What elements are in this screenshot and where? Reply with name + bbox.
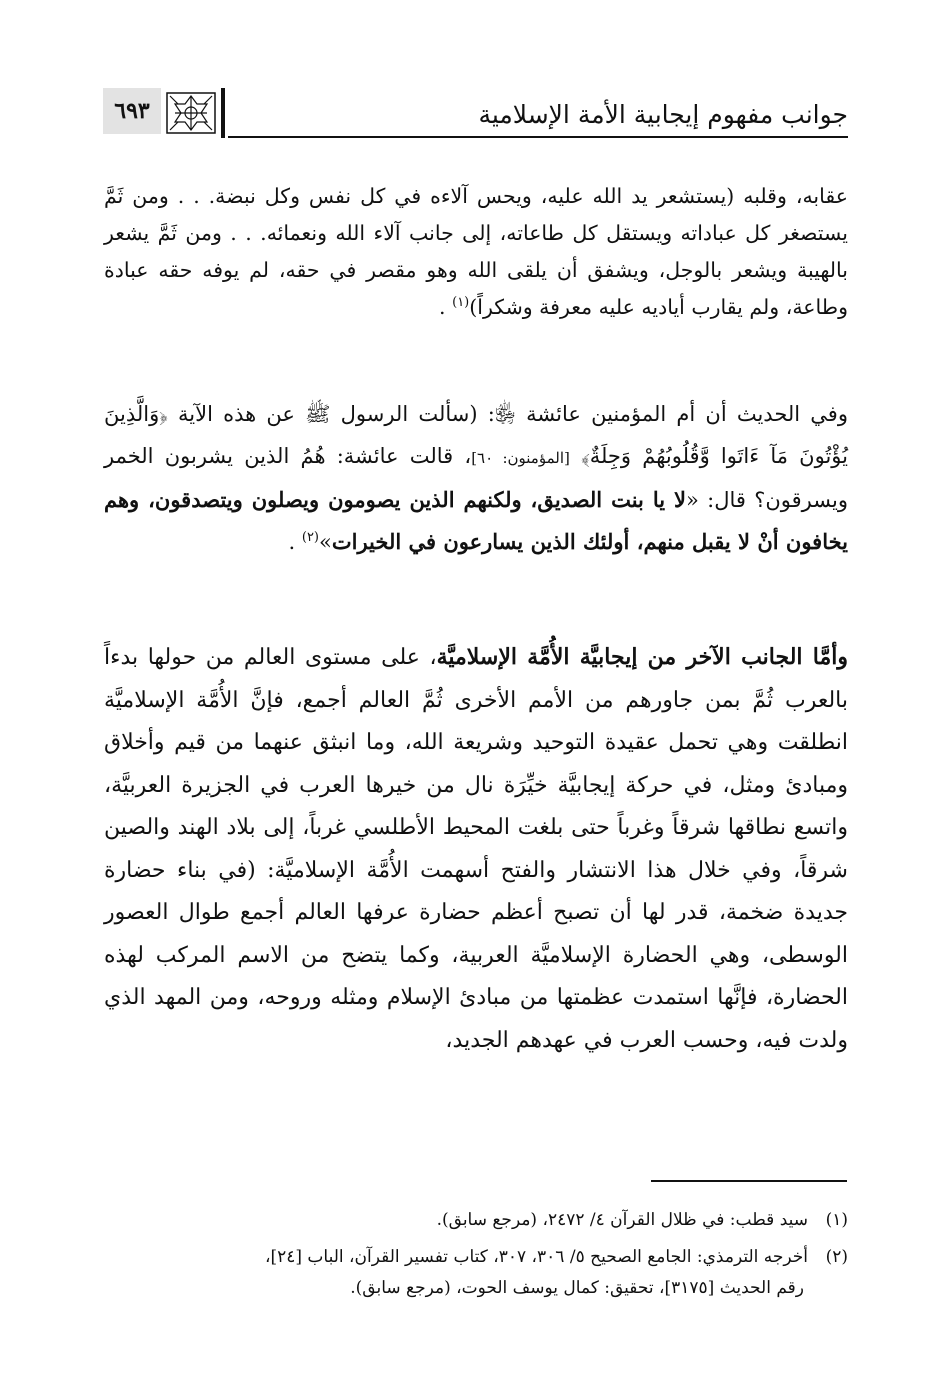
paragraph-3-lead: وأمَّا الجانب الآخر من إيجابيَّة الأُمَّة الإسلاميَّة [436, 644, 848, 670]
paragraph-1-end: . [439, 295, 446, 319]
page-number: ٦٩٣ [103, 88, 161, 134]
header-divider-bar [221, 88, 225, 138]
header-rule [228, 136, 848, 138]
footnote-1-text: سيد قطب: في ظلال القرآن ٤/ ٢٤٧٢، (مرجع سابق). [436, 1210, 808, 1230]
footnote-2-line-2: رقم الحديث [٣١٧٥]، تحقيق: كمال يوسف الحوت، (مرجع سابق). [350, 1278, 804, 1298]
quran-verse: ﴿وَالَّذِينَ يُؤْتُونَ مَآ ءَاتَوا وَّقُلُوبُهُمْ وَجِلَةٌ﴾ [104, 402, 848, 468]
footnote-2 [104, 1242, 848, 1304]
paragraph-1 [104, 178, 848, 326]
footnote-ref-2: (٢) [301, 530, 319, 545]
footnote-ref-1: (١) [452, 295, 470, 311]
paragraph-3 [104, 636, 848, 1062]
paragraph-2-end: . [288, 530, 296, 554]
running-title: جوانب مفهوم إيجابية الأمة الإسلامية [478, 100, 848, 129]
quote-close: » [319, 530, 332, 554]
ornament-icon [166, 92, 216, 134]
paragraph-2-intro: وفي الحديث أن أم المؤمنين عائشة ﵂: (سألت الرسول ﷺ عن هذه الآية [178, 402, 848, 426]
footnote-2-line-1: أخرجه الترمذي: الجامع الصحيح ٥/ ٣٠٦، ٣٠٧، كتاب تفسير القرآن، الباب [٢٤]، [265, 1247, 808, 1267]
hadith-quote: لا يا بنت الصديق، ولكنهم الذين يصومون ويصلون ويتصدقون، وهم يخافون أنْ لا يقبل منهم، أولئك الذين يسارعون في الخيرات [104, 487, 848, 554]
paragraph-2-middle: ، قالت عائشة: هُمُ الذين يشربون الخمر ويسرقون؟ قال: « [104, 444, 848, 512]
paragraph-2 [104, 393, 848, 563]
paragraph-1-text: عقابه، وقلبه (يستشعر يد الله عليه، ويحس آلاءه في كل نفس وكل نبضة. . . ومن ثَمَّ يستصغر كل عباداته ويستقل كل طاعاته، إلى جانب آلاء الله ونعمائه. . . ومن ثَمَّ يشعر بالهيبة ويشعر بالوجل، ويشفق أن يلقى الله وهو مقصر في حقه، لم يوفه حقه عبادة وطاعة، ولم يقارب أياديه عليه معرفة وشكراً) [104, 184, 848, 319]
page-header [103, 88, 848, 138]
footnote-separator [651, 1180, 847, 1182]
verse-reference: [المؤمنون: ٦٠] [471, 449, 570, 467]
paragraph-3-text: ، على مستوى العالم من حولها بدءاً بالعرب ثُمَّ بمن جاورهم من الأمم الأخرى ثُمَّ العالم أجمع، فإنَّ الأُمَّة الإسلاميَّة انطلقت وهي تحمل عقيدة التوحيد وشريعة الله، وما انبثق عنهما من قيم وأخلاق ومبادئ ومثل، في حركة إيجابيَّة خيِّرَة نال من خيرها العرب في الجزيرة العربيَّة، واتسع نطاقها شرقاً وغرباً حتى بلغت المحيط الأطلسي غرباً، إلى بلاد الهند والصين شرقاً، وفي خلال هذا الانتشار والفتح أسهمت الأُمَّة الإسلاميَّة: (في بناء حضارة جديدة ضخمة، قدر لها أن تصبح أعظم حضارة عرفها العالم أجمع طوال العصور الوسطى، وهي الحضارة الإسلاميَّة العربية، وكما يتضح من الاسم المركب لهذه الحضارة، فإنَّها استمدت عظمتها من مبادئ الإسلام ومثله وروحه، ومن المهد الذي ولدت فيه، وحسب العرب في عهدهم الجديد، [104, 645, 848, 1053]
footnote-1 [104, 1205, 848, 1236]
footnote-2-number: (٢) [825, 1247, 848, 1267]
footnote-1-number: (١) [825, 1210, 848, 1230]
